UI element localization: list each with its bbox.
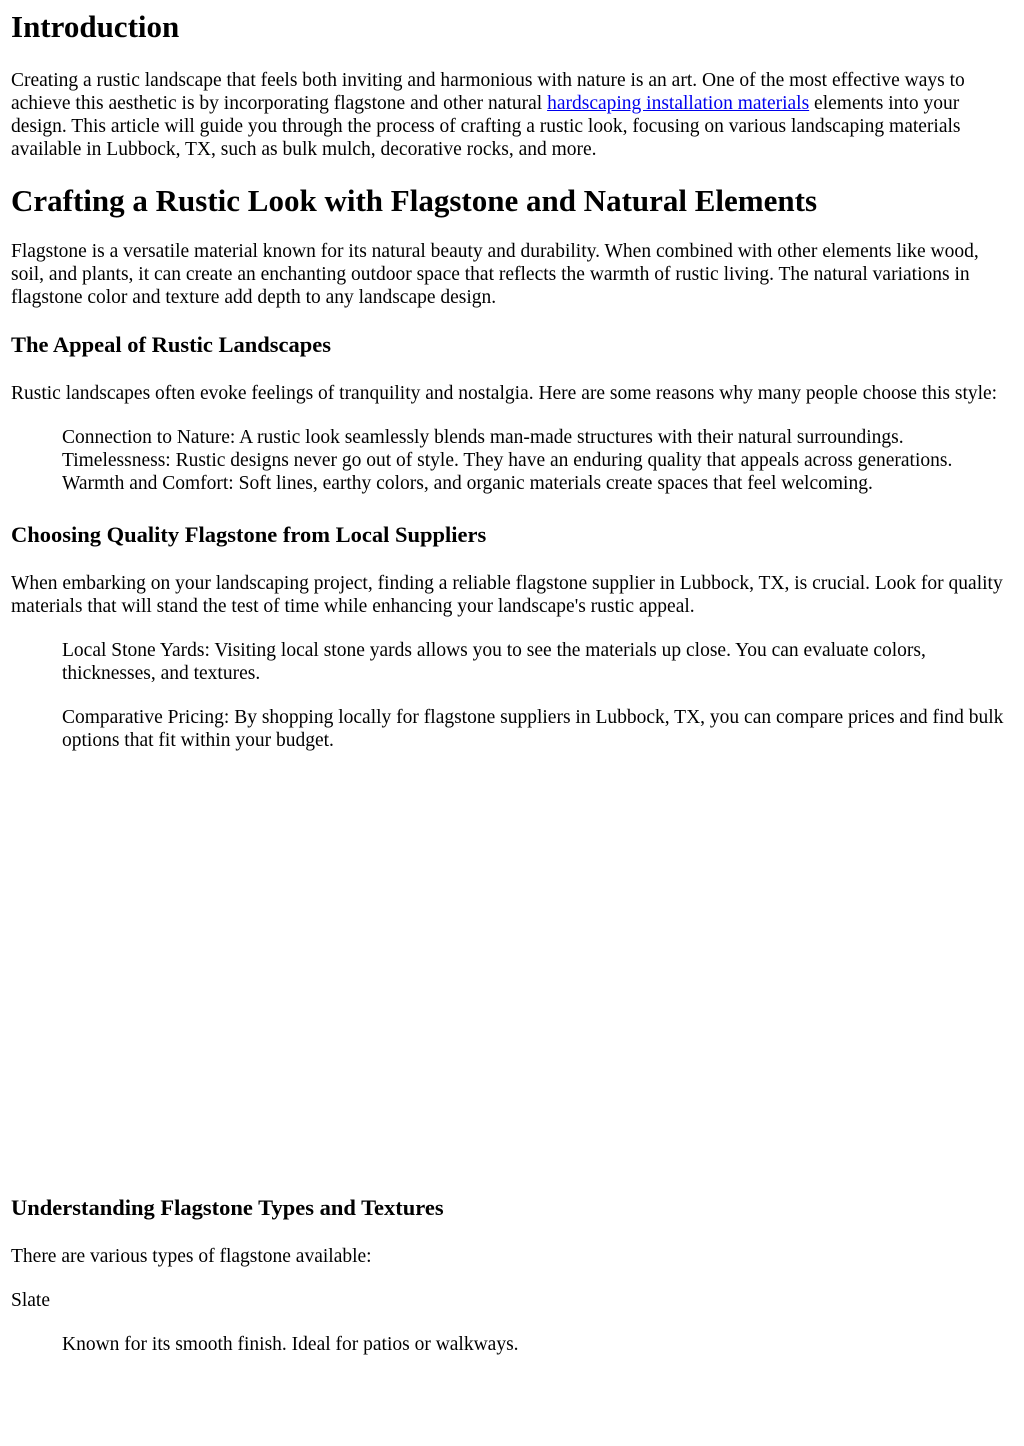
appeal-heading: The Appeal of Rustic Landscapes <box>11 332 332 357</box>
intro-paragraph <box>11 69 1012 161</box>
types-paragraph: There are various types of flagstone available: <box>11 1246 372 1267</box>
list-item: Warmth and Comfort: Soft lines, earthy colors, and organic materials create spaces that feel welcoming. <box>62 473 873 494</box>
choosing-paragraph: When embarking on your landscaping project, finding a reliable flagstone supplier in Lubbock, TX, is crucial. Look for quality materials that will stand the test of time while enhancing your landscape's rustic appeal. <box>11 573 1003 617</box>
intro-text-after-link: elements into your design. This article will guide you through the process of crafting a rustic look, focusing on various landscaping materials available in Lubbock, TX, such as bulk mulch, decorative rocks, and more. <box>11 93 961 160</box>
intro-text-before-link: Creating a rustic landscape that feels both inviting and harmonious with nature is an art. One of the most effective ways to achieve this aesthetic is by incorporating flagstone and other natural <box>11 70 965 114</box>
list-item: Timelessness: Rustic designs never go out of style. They have an enduring quality that appeals across generations. <box>62 450 953 471</box>
flagstone-type-definition: Known for its smooth finish. Ideal for patios or walkways. <box>62 1334 519 1355</box>
blank-area <box>11 752 1012 1195</box>
intro-heading: Introduction <box>11 9 180 44</box>
types-heading: Understanding Flagstone Types and Textures <box>11 1195 444 1220</box>
list-item: Connection to Nature: A rustic look seamlessly blends man-made structures with their natural surroundings. <box>62 427 904 448</box>
crafting-heading: Crafting a Rustic Look with Flagstone and Natural Elements <box>11 183 818 218</box>
appeal-list <box>11 426 1012 495</box>
appeal-paragraph: Rustic landscapes often evoke feelings of tranquility and nostalgia. Here are some reasons why many people choose this style: <box>11 383 998 404</box>
list-item: Local Stone Yards: Visiting local stone yards allows you to see the materials up close. You can evaluate colors, thicknesses, and textures. <box>62 640 926 684</box>
flagstone-type-term: Slate <box>11 1290 50 1311</box>
choosing-heading: Choosing Quality Flagstone from Local Suppliers <box>11 522 487 547</box>
list-item: Comparative Pricing: By shopping locally for flagstone suppliers in Lubbock, TX, you can compare prices and find bulk options that fit within your budget. <box>62 707 1004 751</box>
hardscaping-materials-link[interactable]: hardscaping installation materials <box>547 93 810 114</box>
crafting-paragraph: Flagstone is a versatile material known for its natural beauty and durability. When combined with other elements like wood, soil, and plants, it can create an enchanting outdoor space that reflects the warmth of rustic living. The natural variations in flagstone color and texture add depth to any landscape design. <box>11 241 979 308</box>
